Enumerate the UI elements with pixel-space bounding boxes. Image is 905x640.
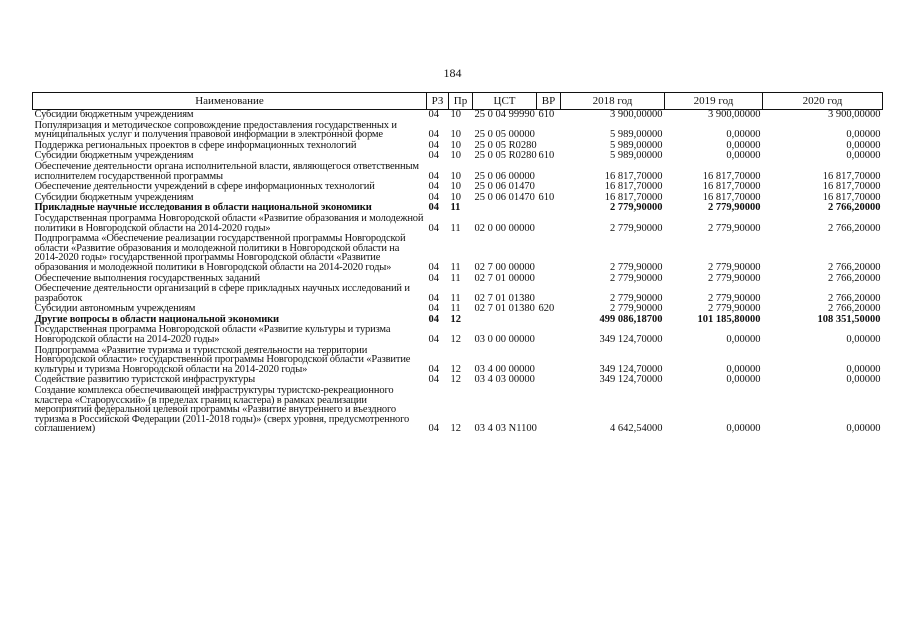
cell-cst	[473, 203, 537, 214]
cell-2019: 3 900,00000	[708, 109, 761, 120]
cell-2019: 2 779,90000	[708, 222, 761, 234]
cell-name: Подпрограмма «Развитие туризма и туристской деятельности на территории Новгородской области» государственной программы Новгородской области «Развитие культуры и туризма Новгородской области на 2014-2020 годы»	[34, 344, 411, 375]
table-row	[33, 234, 883, 273]
cell-pr: 10	[450, 191, 461, 203]
cell-2020: 2 766,20000	[828, 292, 881, 304]
cell-rz: 04	[428, 129, 439, 141]
cell-2019: 0,00000	[726, 150, 761, 162]
cell-2019: 0,00000	[726, 334, 761, 346]
cell-pr: 11	[450, 202, 461, 214]
cell-rz: 04	[428, 261, 439, 273]
cell-cst: 03 4 03 N1100	[474, 423, 537, 435]
table-row	[33, 325, 883, 345]
cell-pr: 12	[450, 334, 461, 346]
cell-2020: 2 766,20000	[828, 261, 881, 273]
cell-2020: 0,00000	[846, 363, 881, 375]
header-cst: ЦСТ	[473, 93, 537, 110]
cell-2019: 0,00000	[726, 363, 761, 375]
cell-pr: 11	[450, 272, 461, 284]
cell-2020: 0,00000	[846, 139, 881, 151]
cell-rz: 04	[428, 181, 439, 193]
cell-2018: 16 817,70000	[604, 181, 663, 193]
cell-2020: 2 766,20000	[828, 303, 881, 315]
cell-vr: 610	[538, 109, 555, 120]
table-row	[33, 110, 883, 121]
cell-2019: 16 817,70000	[702, 170, 761, 182]
cell-pr: 11	[450, 303, 461, 315]
cell-2020: 0,00000	[846, 150, 881, 162]
cell-name: Субсидии бюджетным учреждениям	[34, 109, 194, 120]
table-row	[33, 386, 883, 435]
cell-2018: 5 989,00000	[610, 139, 663, 151]
cell-name: Другие вопросы в области национальной экономики	[34, 313, 279, 325]
cell-cst: 03 4 00 00000	[474, 363, 535, 375]
cell-cst: 25 0 05 R0280	[474, 150, 537, 162]
cell-vr	[537, 203, 561, 214]
header-pr: Пр	[449, 93, 473, 110]
cell-2019: 2 779,90000	[708, 292, 761, 304]
cell-2018: 499 086,18700	[599, 313, 663, 325]
cell-cst: 02 7 01 01380	[474, 303, 535, 315]
cell-2018: 2 779,90000	[610, 272, 663, 284]
cell-vr	[537, 386, 561, 435]
cell-2019: 0,00000	[726, 374, 761, 386]
cell-pr: 12	[450, 423, 461, 435]
cell-2019: 0,00000	[726, 139, 761, 151]
cell-rz: 04	[428, 222, 439, 234]
cell-2020: 0,00000	[846, 374, 881, 386]
cell-2018: 16 817,70000	[604, 170, 663, 182]
cell-2019: 0,00000	[726, 423, 761, 435]
cell-cst: 02 7 00 00000	[474, 261, 535, 273]
cell-rz: 04	[428, 272, 439, 284]
cell-cst: 03 4 03 00000	[474, 374, 535, 386]
cell-name: Субсидии бюджетным учреждениям	[34, 191, 194, 203]
cell-vr: 610	[538, 150, 555, 162]
cell-2018: 349 124,70000	[599, 363, 663, 375]
cell-vr	[537, 284, 561, 304]
cell-2018: 4 642,54000	[610, 423, 663, 435]
cell-pr: 11	[450, 261, 461, 273]
cell-cst: 25 0 06 01470	[474, 181, 535, 193]
cell-cst: 25 0 05 00000	[474, 129, 535, 141]
cell-name: Прикладные научные исследования в области национальной экономики	[34, 202, 372, 214]
cell-2019: 2 779,90000	[708, 261, 761, 273]
cell-name: Популяризация и методическое сопровождение предоставления государственных и муниципальных услуг и получения правовой информации в электронной форме	[34, 119, 397, 141]
header-2019: 2019 год	[665, 93, 763, 110]
header-name: Наименование	[33, 93, 427, 110]
cell-2019: 16 817,70000	[702, 191, 761, 203]
cell-rz: 04	[428, 334, 439, 346]
cell-pr: 10	[450, 139, 461, 151]
cell-2020: 2 766,20000	[828, 202, 881, 214]
cell-name: Подпрограмма «Обеспечение реализации государственной программы Новгородской области «Развитие образования и молодежной политики в Новгородской области на 2014-2020 годы» государственной программы Новгородской области «Развитие образования и молодежной политики в Новгородской области на 2014-2020 годы»	[34, 233, 406, 273]
cell-rz: 04	[428, 139, 439, 151]
cell-2020: 0,00000	[846, 334, 881, 346]
cell-2018: 2 779,90000	[610, 202, 663, 214]
cell-vr	[537, 274, 561, 285]
cell-cst: 25 0 04 99990	[474, 109, 535, 120]
cell-rz: 04	[428, 303, 439, 315]
cell-vr	[537, 214, 561, 234]
cell-vr: 620	[538, 303, 555, 315]
cell-rz: 04	[428, 150, 439, 162]
cell-2018: 349 124,70000	[599, 334, 663, 346]
cell-2020: 2 766,20000	[828, 222, 881, 234]
cell-cst: 02 7 01 01380	[474, 292, 535, 304]
cell-2020: 16 817,70000	[822, 170, 881, 182]
cell-2019: 0,00000	[726, 129, 761, 141]
table-row	[33, 162, 883, 182]
cell-cst: 25 0 06 01470	[474, 191, 535, 203]
cell-pr: 10	[450, 129, 461, 141]
cell-2019: 2 779,90000	[708, 303, 761, 315]
cell-cst: 03 0 00 00000	[474, 334, 535, 346]
cell-vr	[537, 121, 561, 141]
cell-2019: 16 817,70000	[702, 181, 761, 193]
cell-2019: 2 779,90000	[708, 272, 761, 284]
cell-rz: 04	[428, 202, 439, 214]
cell-pr: 11	[450, 222, 461, 234]
cell-name: Субсидии автономным учреждениям	[34, 303, 196, 315]
cell-2018: 3 900,00000	[610, 109, 663, 120]
table-row	[33, 346, 883, 376]
cell-rz: 04	[428, 191, 439, 203]
cell-2020: 16 817,70000	[822, 181, 881, 193]
cell-rz: 04	[428, 170, 439, 182]
cell-rz: 04	[428, 363, 439, 375]
cell-name: Государственная программа Новгородской области «Развитие образования и молодежной политики в Новгородской области на 2014-2020 годы»	[34, 212, 424, 234]
cell-2018: 349 124,70000	[599, 374, 663, 386]
cell-pr: 10	[450, 150, 461, 162]
cell-rz: 04	[428, 109, 439, 120]
cell-cst	[473, 315, 537, 326]
cell-rz: 04	[428, 292, 439, 304]
cell-2018: 2 779,90000	[610, 292, 663, 304]
header-rz: РЗ	[427, 93, 449, 110]
cell-rz: 04	[428, 423, 439, 435]
cell-rz: 04	[428, 313, 439, 325]
table-header-row	[33, 93, 883, 110]
header-vr: ВР	[537, 93, 561, 110]
cell-2018: 5 989,00000	[610, 150, 663, 162]
cell-name: Обеспечение деятельности организаций в сфере прикладных научных исследований и разработок	[34, 283, 410, 304]
page-number: 184	[443, 66, 462, 80]
cell-2020: 2 766,20000	[828, 272, 881, 284]
cell-2019: 101 185,80000	[697, 313, 761, 325]
cell-name: Обеспечение выполнения государственных заданий	[34, 272, 260, 284]
cell-cst: 02 0 00 00000	[474, 222, 535, 234]
cell-pr: 10	[450, 109, 461, 120]
cell-cst: 25 0 06 00000	[474, 170, 535, 182]
cell-2018: 2 779,90000	[610, 303, 663, 315]
cell-vr	[537, 346, 561, 376]
cell-name: Субсидии бюджетным учреждениям	[34, 150, 194, 162]
cell-name: Поддержка региональных проектов в сфере информационных технологий	[34, 139, 357, 151]
cell-vr	[537, 375, 561, 386]
cell-pr: 12	[450, 363, 461, 375]
cell-2020: 108 351,50000	[817, 313, 881, 325]
table-row	[33, 284, 883, 304]
table-row	[33, 214, 883, 234]
cell-rz: 04	[428, 374, 439, 386]
table-row	[33, 121, 883, 141]
cell-vr	[537, 162, 561, 182]
cell-2020: 0,00000	[846, 129, 881, 141]
budget-table	[32, 92, 883, 435]
cell-2019: 2 779,90000	[708, 202, 761, 214]
cell-cst: 25 0 05 R0280	[474, 139, 537, 151]
cell-vr: 610	[538, 191, 555, 203]
cell-2020: 0,00000	[846, 423, 881, 435]
cell-pr: 12	[450, 374, 461, 386]
cell-name: Содействие развитию туристской инфраструктуры	[34, 374, 256, 386]
cell-2018: 16 817,70000	[604, 191, 663, 203]
cell-pr: 10	[450, 170, 461, 182]
cell-pr: 10	[450, 181, 461, 193]
cell-2020: 16 817,70000	[822, 191, 881, 203]
cell-name: Обеспечение деятельности учреждений в сфере информационных технологий	[34, 181, 375, 193]
cell-cst: 02 7 01 00000	[474, 272, 535, 284]
cell-name: Государственная программа Новгородской области «Развитие культуры и туризма Новгородской области на 2014-2020 годы»	[34, 324, 391, 346]
cell-pr: 11	[450, 292, 461, 304]
cell-vr	[537, 234, 561, 273]
cell-2018: 2 779,90000	[610, 261, 663, 273]
cell-2018: 2 779,90000	[610, 222, 663, 234]
cell-pr: 12	[450, 313, 461, 325]
cell-name: Обеспечение деятельности органа исполнительной власти, являющегося ответственным исполнителем государственной программы	[34, 160, 419, 182]
header-2020: 2020 год	[763, 93, 883, 110]
header-2018: 2018 год	[561, 93, 665, 110]
cell-vr	[537, 315, 561, 326]
cell-name: Создание комплекса обеспечивающей инфраструктуры туристско-рекреационного кластера «Старорусский» (в пределах границ кластера) в рамках реализации мероприятий федеральной целевой программы «Развитие внутреннего и въездного туризма в Российской Федерации (2011-2018 годы)» (сверх уровня, предусмотренного соглашением)	[34, 385, 410, 435]
cell-2018: 5 989,00000	[610, 129, 663, 141]
cell-2020: 3 900,00000	[828, 109, 881, 120]
cell-vr	[537, 325, 561, 345]
